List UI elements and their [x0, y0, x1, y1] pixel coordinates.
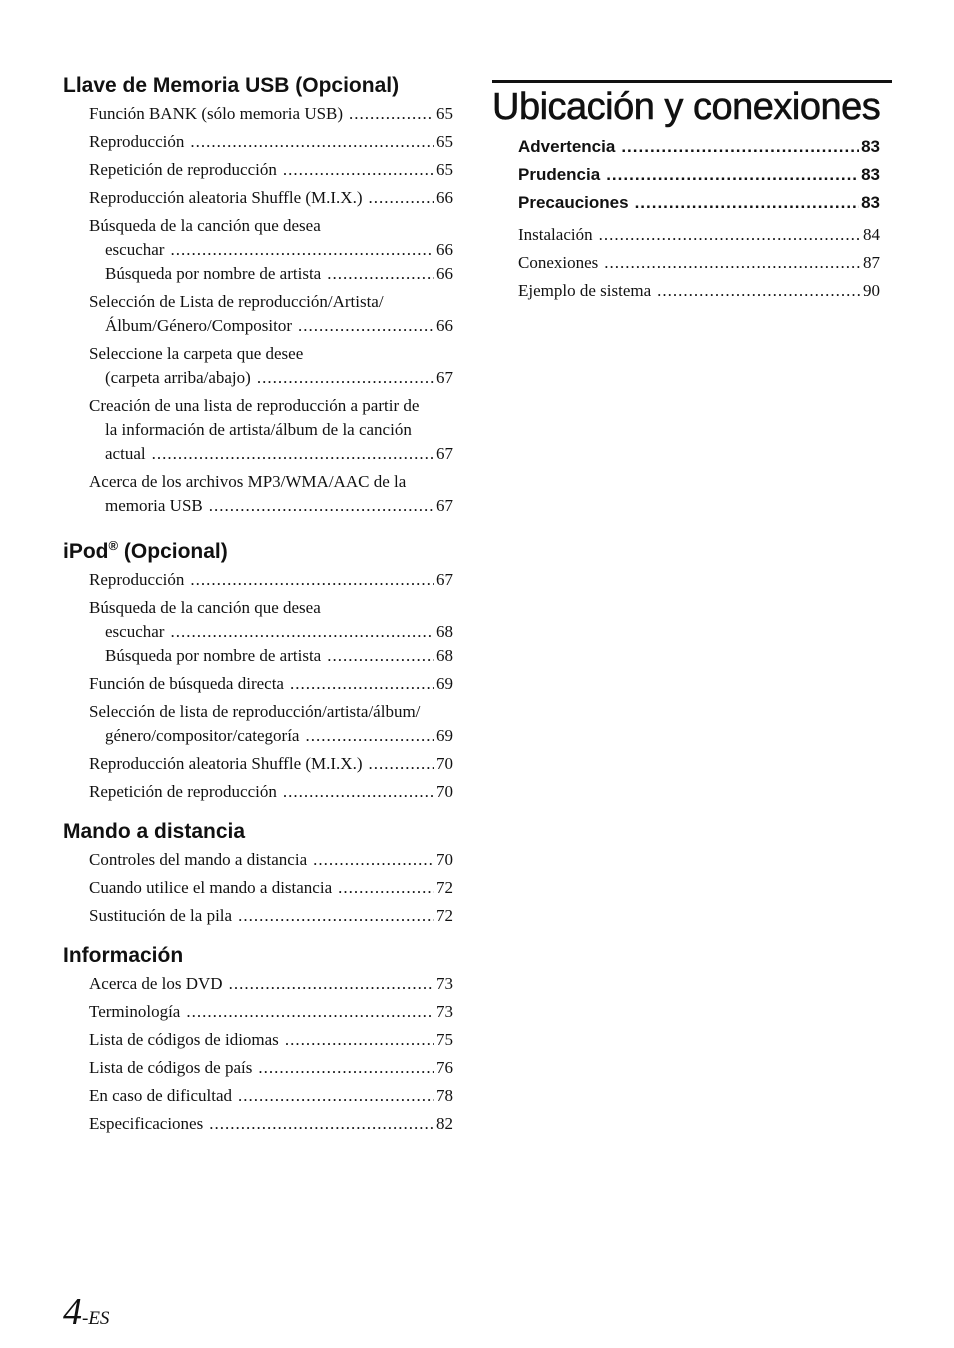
entry-title: Función BANK (sólo memoria USB) — [89, 104, 344, 123]
entry-page: 70 — [436, 782, 453, 801]
entry-title: escuchar — [105, 240, 165, 259]
page-language-suffix: -ES — [82, 1308, 110, 1329]
entry-title: Precauciones — [518, 193, 629, 212]
toc-entry[interactable] — [89, 1056, 453, 1080]
entry-title: Reproducción aleatoria Shuffle (M.I.X.) — [89, 188, 363, 207]
entry-title: (carpeta arriba/abajo) — [105, 368, 251, 387]
leader-dots — [238, 904, 434, 928]
leader-dots — [369, 752, 435, 776]
toc-entry[interactable] — [89, 186, 453, 210]
toc-entry[interactable] — [89, 130, 453, 154]
leader-dots — [349, 102, 434, 126]
entry-page: 67 — [436, 368, 453, 387]
toc-entry[interactable] — [89, 470, 453, 518]
toc-entry[interactable] — [89, 672, 453, 696]
leader-dots — [209, 494, 434, 518]
entry-title: Terminología — [89, 1002, 181, 1021]
entry-title-line: Selección de lista de reproducción/artista/álbum/ — [89, 702, 421, 721]
entry-title-line: la información de artista/álbum de la canción — [105, 420, 412, 439]
leader-dots — [657, 277, 861, 305]
toc-entry[interactable] — [89, 568, 453, 592]
leader-dots — [298, 314, 434, 338]
leader-dots — [305, 724, 434, 748]
leader-dots — [238, 1084, 434, 1108]
toc-entry[interactable] — [89, 290, 453, 338]
entry-title: Advertencia — [518, 137, 616, 156]
toc-entry[interactable] — [518, 221, 880, 249]
entry-page: 66 — [436, 316, 453, 335]
entry-page: 87 — [863, 253, 880, 272]
entry-page: 84 — [863, 225, 880, 244]
section-heading-ipod — [63, 532, 453, 566]
toc-entry[interactable] — [89, 1112, 453, 1136]
leader-dots — [369, 186, 435, 210]
entry-page: 67 — [436, 496, 453, 515]
entry-page: 83 — [861, 193, 880, 212]
entry-page: 68 — [436, 646, 453, 665]
toc-entry[interactable] — [89, 1000, 453, 1024]
toc-entry[interactable] — [89, 904, 453, 928]
toc-entry[interactable] — [89, 102, 453, 126]
entry-title: actual — [105, 444, 146, 463]
entry-title: Álbum/Género/Compositor — [105, 316, 292, 335]
leader-dots — [606, 161, 859, 189]
entry-page: 78 — [436, 1086, 453, 1105]
entry-title: Reproducción — [89, 570, 185, 589]
toc-entry[interactable] — [518, 189, 880, 217]
toc-entry[interactable] — [89, 1028, 453, 1052]
toc-entry[interactable] — [518, 161, 880, 189]
leader-dots — [635, 189, 860, 217]
entry-title-line: Seleccione la carpeta que desee — [89, 344, 304, 363]
leader-dots — [599, 221, 861, 249]
entry-title: Reproducción — [89, 132, 185, 151]
entry-page: 67 — [436, 570, 453, 589]
chapter-title: Ubicación y conexiones — [492, 86, 881, 128]
entry-title: Especificaciones — [89, 1114, 204, 1133]
toc-entry[interactable] — [89, 394, 453, 466]
toc-right-column — [492, 80, 892, 305]
toc-entry[interactable] — [89, 700, 453, 748]
leader-dots — [338, 876, 434, 900]
leader-dots — [257, 366, 434, 390]
toc-entry[interactable] — [518, 249, 880, 277]
leader-dots — [190, 130, 434, 154]
leader-dots — [313, 848, 434, 872]
entry-title: Lista de códigos de idiomas — [89, 1030, 279, 1049]
toc-entry[interactable] — [89, 342, 453, 390]
heading-text: (Opcional) — [118, 540, 228, 563]
entry-title: memoria USB — [105, 496, 203, 515]
leader-dots — [170, 238, 434, 262]
entry-page: 69 — [436, 674, 453, 693]
entry-title: Instalación — [518, 225, 593, 244]
entry-title: género/compositor/categoría — [105, 726, 300, 745]
leader-dots — [290, 672, 434, 696]
registered-mark: ® — [108, 538, 119, 553]
entry-page: 66 — [436, 240, 453, 259]
entry-page: 65 — [436, 160, 453, 179]
leader-dots — [152, 442, 434, 466]
leader-dots — [229, 972, 434, 996]
leader-dots — [209, 1112, 434, 1136]
leader-dots — [186, 1000, 434, 1024]
leader-dots — [285, 1028, 434, 1052]
entry-title: Búsqueda por nombre de artista — [105, 264, 322, 283]
toc-left-column — [63, 72, 453, 1140]
entry-page: 75 — [436, 1030, 453, 1049]
page-number — [63, 1290, 109, 1334]
toc-entry[interactable] — [89, 158, 453, 182]
leader-dots — [604, 249, 861, 277]
toc-entry[interactable] — [89, 1084, 453, 1108]
leader-dots — [283, 158, 434, 182]
entry-page: 83 — [861, 137, 880, 156]
leader-dots — [327, 262, 434, 286]
entry-title-line: Búsqueda de la canción que desea — [89, 216, 321, 235]
entry-title-line: Búsqueda de la canción que desea — [89, 598, 321, 617]
toc-entry[interactable] — [89, 214, 453, 262]
entry-page: 76 — [436, 1058, 453, 1077]
section-heading-info: Información — [63, 944, 184, 967]
toc-entry[interactable] — [518, 133, 880, 161]
entry-title-line: Acerca de los archivos MP3/WMA/AAC de la — [89, 472, 407, 491]
entry-title: Repetición de reproducción — [89, 160, 277, 179]
entry-title: Búsqueda por nombre de artista — [105, 646, 322, 665]
page-number-digit: 4 — [63, 1291, 82, 1333]
entry-page: 73 — [436, 974, 453, 993]
leader-dots — [258, 1056, 434, 1080]
entry-title: Controles del mando a distancia — [89, 850, 308, 869]
entry-page: 69 — [436, 726, 453, 745]
entry-page: 90 — [863, 281, 880, 300]
toc-subentry[interactable] — [105, 262, 453, 286]
leader-dots — [327, 644, 434, 668]
entry-page: 83 — [861, 165, 880, 184]
entry-title-line: Creación de una lista de reproducción a partir de — [89, 396, 420, 415]
entry-title: Ejemplo de sistema — [518, 281, 652, 300]
toc-entry[interactable] — [518, 277, 880, 305]
toc-subentry[interactable] — [105, 644, 453, 668]
toc-entry[interactable] — [89, 752, 453, 776]
entry-title: En caso de dificultad — [89, 1086, 233, 1105]
entry-title: Prudencia — [518, 165, 601, 184]
entry-title-line: Selección de Lista de reproducción/Artista/ — [89, 292, 384, 311]
entry-title: Lista de códigos de país — [89, 1058, 253, 1077]
entry-page: 72 — [436, 878, 453, 897]
entry-title: Reproducción aleatoria Shuffle (M.I.X.) — [89, 754, 363, 773]
toc-entry[interactable] — [89, 848, 453, 872]
entry-page: 73 — [436, 1002, 453, 1021]
entry-page: 66 — [436, 264, 453, 283]
entry-title: Función de búsqueda directa — [89, 674, 284, 693]
title-rule — [492, 80, 892, 83]
entry-page: 82 — [436, 1114, 453, 1133]
entry-title: Acerca de los DVD — [89, 974, 223, 993]
section-heading-remote: Mando a distancia — [63, 820, 246, 843]
entry-title: escuchar — [105, 622, 165, 641]
leader-dots — [621, 133, 859, 161]
entry-page: 70 — [436, 754, 453, 773]
toc-entry[interactable] — [89, 780, 453, 804]
entry-title: Repetición de reproducción — [89, 782, 277, 801]
entry-title: Sustitución de la pila — [89, 906, 233, 925]
entry-page: 68 — [436, 622, 453, 641]
section-heading-usb: Llave de Memoria USB (Opcional) — [63, 74, 400, 97]
entry-title: Cuando utilice el mando a distancia — [89, 878, 333, 897]
entry-page: 66 — [436, 188, 453, 207]
entry-page: 70 — [436, 850, 453, 869]
entry-page: 72 — [436, 906, 453, 925]
entry-page: 65 — [436, 104, 453, 123]
entry-page: 65 — [436, 132, 453, 151]
toc-entry[interactable] — [89, 972, 453, 996]
entry-title: Conexiones — [518, 253, 599, 272]
heading-text: iPod — [63, 540, 109, 563]
toc-entry[interactable] — [89, 596, 453, 644]
leader-dots — [190, 568, 434, 592]
entry-page: 67 — [436, 444, 453, 463]
leader-dots — [283, 780, 434, 804]
toc-entry[interactable] — [89, 876, 453, 900]
leader-dots — [170, 620, 434, 644]
